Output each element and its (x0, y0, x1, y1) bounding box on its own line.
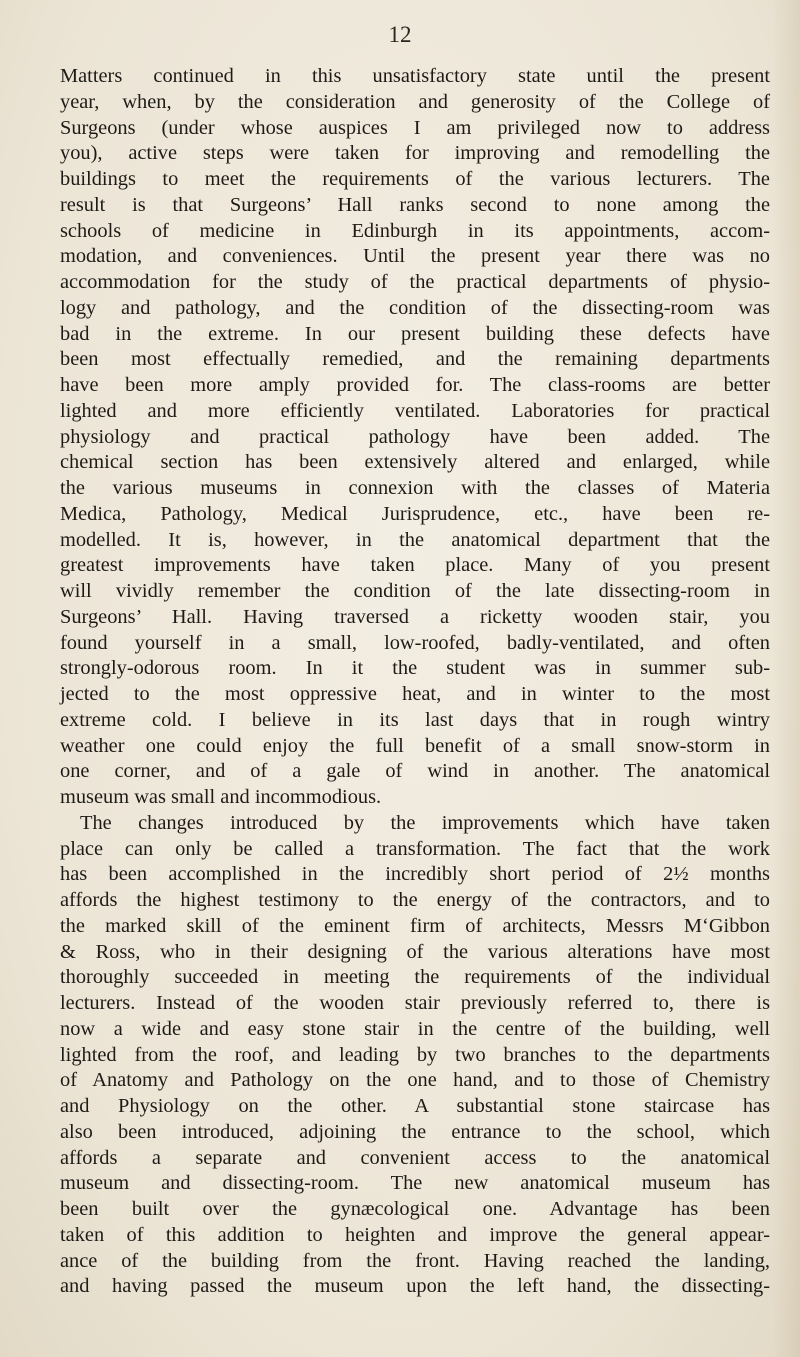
text-line: affords a separate and convenient access to the anatomical (60, 1146, 770, 1169)
text-line: and Physiology on the other. A substantial stone staircase has (60, 1095, 770, 1117)
text-line: greatest improvements have taken place. Many of you present (60, 554, 770, 577)
text-line: museum was small and incommodious. (60, 786, 382, 808)
text-line: will vividly remember the condition of the late dissecting-room in (60, 580, 770, 602)
text-line: modation, and conveniences. Until the present year there was no (60, 245, 770, 268)
text-line: place can only be called a transformation. The fact that the work (60, 837, 770, 860)
body-text (60, 64, 770, 1300)
text-line: The changes introduced by the improvements which have taken (80, 811, 770, 834)
text-line: affords the highest testimony to the energy of the contractors, and to (60, 889, 770, 911)
text-line: jected to the most oppressive heat, and in winter to the most (60, 683, 770, 705)
text-line: modelled. It is, however, in the anatomical department that the (60, 528, 770, 551)
page-number: 12 (388, 22, 412, 47)
text-line: the various museums in connexion with the classes of Materia (60, 477, 770, 499)
text-line: the marked skill of the eminent firm of architects, Messrs M‘Gibbon (60, 914, 770, 937)
text-line: lecturers. Instead of the wooden stair previously referred to, there is (60, 992, 770, 1014)
text-line: lighted and more efficiently ventilated. Laboratories for practical (60, 399, 770, 422)
text-line: year, when, by the consideration and generosity of the College of (60, 90, 770, 113)
text-line: schools of medicine in Edinburgh in its appointments, accom- (60, 219, 770, 242)
text-line: logy and pathology, and the condition of the dissecting-room was (60, 296, 770, 319)
text-line: also been introduced, adjoining the entrance to the school, which (60, 1120, 770, 1143)
text-line: physiology and practical pathology have been added. The (60, 425, 770, 448)
text-line: weather one could enjoy the full benefit of a small snow-storm in (60, 734, 770, 757)
page-edge-shadow (772, 0, 800, 1357)
text-line: you), active steps were taken for improving and remodelling the (60, 142, 770, 165)
text-line: one corner, and of a gale of wind in another. The anatomical (60, 760, 770, 783)
text-line: strongly-odorous room. In it the student was in summer sub- (60, 657, 770, 680)
text-line: been built over the gynæcological one. Advantage has been (60, 1198, 770, 1220)
text-line: result is that Surgeons’ Hall ranks second to none among the (60, 193, 770, 216)
text-line: & Ross, who in their designing of the various alterations have most (60, 940, 770, 963)
text-line: extreme cold. I believe in its last days that in rough wintry (60, 708, 770, 731)
text-line: have been more amply provided for. The class-rooms are better (60, 374, 770, 396)
text-line: now a wide and easy stone stair in the centre of the building, well (60, 1017, 770, 1040)
text-line: been most effectually remedied, and the remaining departments (60, 348, 770, 371)
text-line: Medica, Pathology, Medical Jurisprudence, etc., have been re- (60, 502, 770, 525)
text-line: of Anatomy and Pathology on the one hand, and to those of Chemistry (60, 1069, 770, 1092)
text-line: lighted from the roof, and leading by two branches to the departments (60, 1043, 770, 1066)
text-line: ance of the building from the front. Having reached the landing, (60, 1249, 770, 1272)
text-line: accommodation for the study of the practical departments of physio- (60, 271, 770, 293)
text-line: Surgeons’ Hall. Having traversed a ricketty wooden stair, you (60, 605, 770, 628)
text-line: bad in the extreme. In our present building these defects have (60, 322, 770, 345)
text-line: found yourself in a small, low-roofed, badly-ventilated, and often (60, 631, 770, 654)
text-line: taken of this addition to heighten and improve the general appear- (60, 1223, 770, 1246)
text-line: Surgeons (under whose auspices I am privileged now to address (60, 116, 770, 139)
text-line: chemical section has been extensively altered and enlarged, while (60, 451, 770, 474)
text-line: museum and dissecting-room. The new anatomical museum has (60, 1172, 770, 1195)
text-line: buildings to meet the requirements of the various lecturers. The (60, 168, 770, 190)
text-line: thoroughly succeeded in meeting the requirements of the individual (60, 966, 770, 989)
text-line: and having passed the museum upon the left hand, the dissecting- (60, 1275, 770, 1298)
text-line: has been accomplished in the incredibly short period of 2½ months (60, 863, 770, 886)
text-line: Matters continued in this unsatisfactory state until the present (60, 65, 770, 87)
